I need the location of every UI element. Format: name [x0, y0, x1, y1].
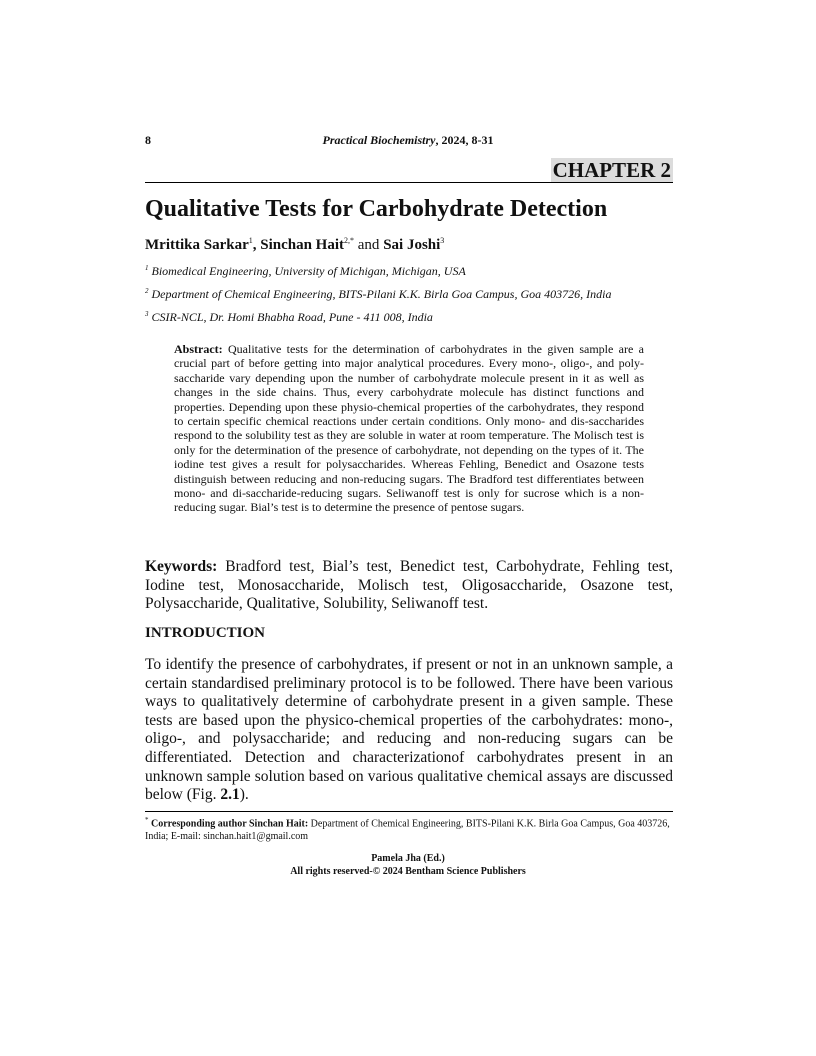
journal-name: Practical Biochemistry: [322, 133, 436, 147]
affiliation-text: Biomedical Engineering, University of Michigan, Michigan, USA: [148, 264, 466, 278]
keywords-label: Keywords:: [145, 558, 218, 575]
author-affil-mark: 2,*: [344, 236, 355, 245]
introduction-paragraph: [145, 656, 673, 805]
figure-reference[interactable]: 2.1: [220, 786, 240, 804]
paper-title: Qualitative Tests for Carbohydrate Detection: [145, 196, 608, 222]
affiliation-text: Department of Chemical Engineering, BITS-Pilani K.K. Birla Goa Campus, Goa 403726, India: [148, 287, 612, 301]
chapter-label: CHAPTER 2: [552, 158, 671, 182]
running-header: [0, 133, 816, 148]
abstract: [174, 342, 644, 515]
keywords: [145, 558, 673, 614]
author-affil-mark: 3: [440, 236, 445, 245]
journal-volume-pages: , 2024, 8-31: [435, 133, 494, 147]
chapter-divider: [145, 182, 673, 183]
author-name: Sai Joshi: [383, 237, 441, 253]
page-number: 8: [145, 133, 151, 147]
footnote-divider: [145, 811, 673, 812]
author-name: Sinchan Hait: [260, 237, 345, 253]
footnote-mark: *: [145, 816, 149, 824]
footnote-text: Department of Chemical Engineering, BITS-Pilani K.K. Birla Goa Campus, Goa 403726, India; E-mail: sinchan.hait1@gmail.com: [145, 818, 670, 842]
author-list: [145, 236, 444, 254]
author-separator: ,: [252, 237, 261, 253]
section-heading: INTRODUCTION: [145, 625, 266, 641]
rights-line: All rights reserved-© 2024 Bentham Science Publishers: [290, 865, 526, 877]
abstract-text: Qualitative tests for the determination of carbohydrates in the given sample are a crucial part of before getting into major analytical procedures. Every mono-, oligo-, and poly-saccharide vary depending upon the number of carbohydrate molecule present in it as well as changes in the side chains. Thus, every carbohydrate molecule has distinct functions and properties. Depending upon these physio-chemical properties of the carbohydrates, they respond to certain specific chemical reactions under certain conditions. Only mono- and dis-saccharides respond to the solubility test as they are soluble in water at room temperature. The Molisch test is only for the determination of the presence of carbohydrate, not depending on the types of it. The iodine test gives a result for polysaccharides. Whereas Fehling, Benedict and Osazone tests distinguish between reducing and non-reducing sugars. The Bradford test differentiates between mono- and di-saccharide-reducing sugars. Seliwanoff test is only for sucrose which is a non-reducing sugar. Bial’s test is to determine the presence of pentose sugars.: [174, 342, 644, 515]
publisher-info: [0, 853, 816, 878]
editor-line: Pamela Jha (Ed.): [371, 853, 445, 864]
affiliation-mark: 3: [145, 310, 149, 318]
affiliation: [145, 258, 611, 281]
affiliation-mark: 1: [145, 264, 149, 272]
affiliation-list: [145, 258, 611, 327]
affiliation: [145, 304, 611, 327]
author-separator: and: [354, 237, 384, 253]
footnote-label: Corresponding author Sinchan Hait:: [148, 818, 309, 830]
introduction-text-end: ).: [239, 786, 249, 804]
affiliation-text: CSIR-NCL, Dr. Homi Bhabha Road, Pune - 411 008, India: [148, 310, 433, 324]
author-affil-mark: 1: [248, 236, 253, 245]
affiliation: [145, 281, 611, 304]
keywords-text: Bradford test, Bial’s test, Benedict test, Carbohydrate, Fehling test, Iodine test, Monosaccharide, Molisch test, Oligosaccharide, Osazone test, Polysaccharide, Qualitative, Solubility, Seliwanoff test.: [145, 558, 673, 612]
affiliation-mark: 2: [145, 287, 149, 295]
introduction-text: To identify the presence of carbohydrates, if present or not in an unknown sample, a certain standardised preliminary protocol is to be followed. There have been various ways to qualitatively determine of carbohydrate present in a given sample. These tests are based upon the physico-chemical properties of the carbohydrates: mono-, oligo-, and polysaccharide; and reducing and non-reducing sugars can be differentiated. Detection and characterizationof carbohydrates present in an unknown sample solution based on various qualitative chemical assays are discussed below (Fig.: [145, 656, 673, 804]
author-name: Mrittika Sarkar: [145, 237, 249, 253]
footnote: [145, 814, 673, 843]
abstract-label: Abstract:: [174, 342, 223, 356]
